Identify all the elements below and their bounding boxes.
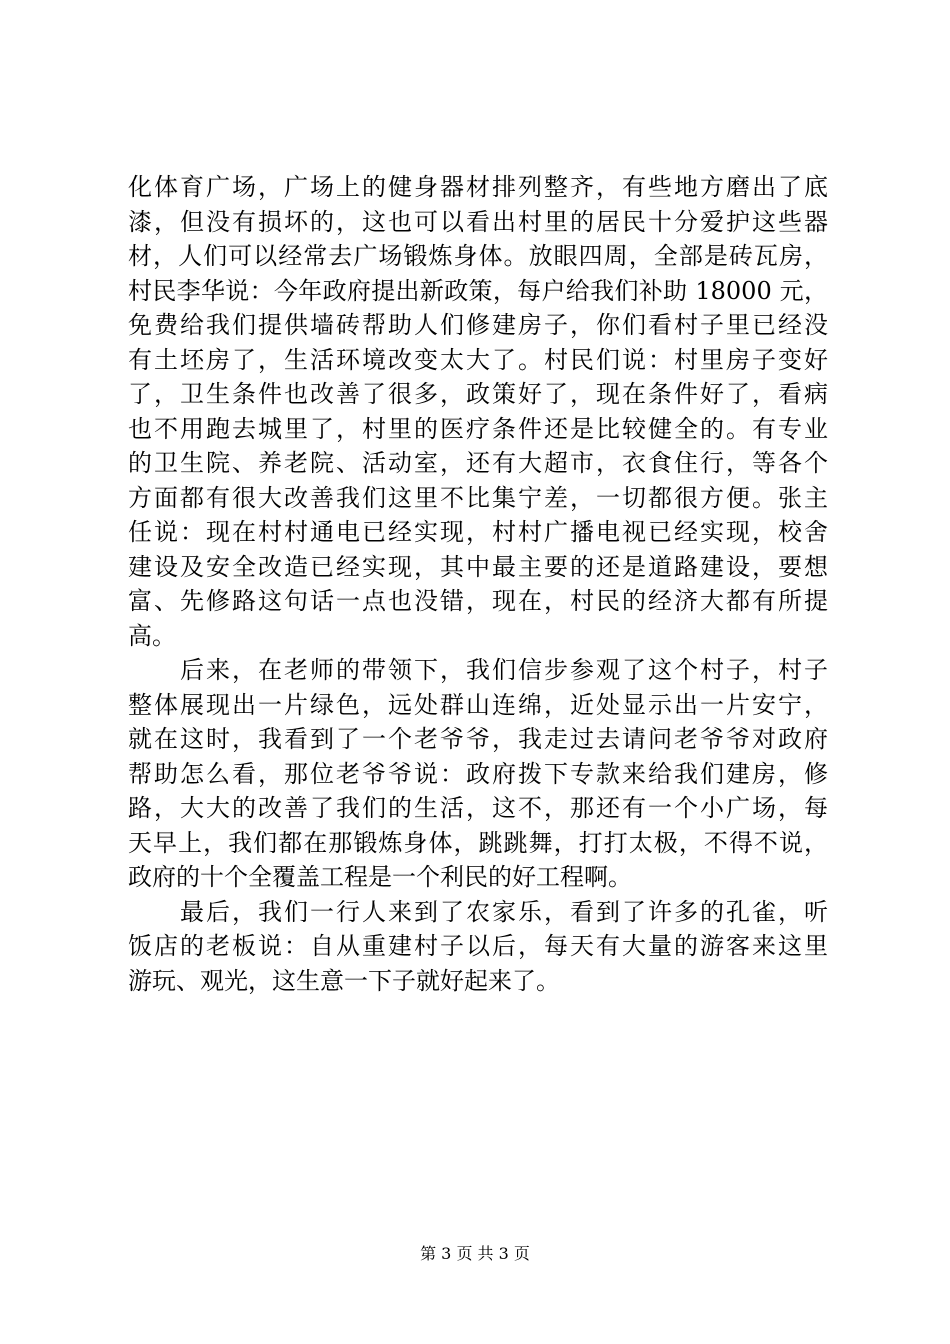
paragraph-2	[128, 653, 828, 895]
text-line: 后来，在老师的带领下，我们信步参观了这个村子，村子	[128, 656, 828, 684]
text-line: 漆，但没有损坏的，这也可以看出村里的居民十分爱护这些器	[128, 207, 828, 236]
text-line: 高。	[128, 621, 176, 650]
text-line: 整体展现出一片绿色，远处群山连绵，近处显示出一片安宁，	[128, 690, 828, 719]
body-text	[128, 170, 828, 998]
paragraph-1	[128, 170, 828, 653]
paragraph-3	[128, 895, 828, 999]
text-line: 游玩、观光，这生意一下子就好起来了。	[128, 966, 560, 995]
text-line: 任说：现在村村通电已经实现，村村广播电视已经实现，校舍	[128, 518, 828, 546]
text-line: 方面都有很大改善我们这里不比集宁差，一切都很方便。张主	[128, 483, 828, 512]
text-line: 政府的十个全覆盖工程是一个利民的好工程啊。	[128, 863, 632, 891]
text-line: 就在这时，我看到了一个老爷爷，我走过去请问老爷爷对政府	[128, 725, 828, 753]
text-line: 也不用跑去城里了，村里的医疗条件还是比较健全的。有专业	[128, 414, 828, 443]
text-line: 建设及安全改造已经实现，其中最主要的还是道路建设，要想	[128, 552, 828, 581]
text-line: 饭店的老板说：自从重建村子以后，每天有大量的游客来这里	[128, 932, 828, 960]
text-line: 材，人们可以经常去广场锻炼身体。放眼四周，全部是砖瓦房，	[128, 242, 828, 270]
page-number: 第 3 页 共 3 页	[420, 1244, 530, 1263]
text-line: 帮助怎么看，那位老爷爷说：政府拨下专款来给我们建房，修	[128, 759, 828, 788]
text-line: 的卫生院、养老院、活动室，还有大超市，衣食住行，等各个	[128, 449, 828, 477]
text-line: 了，卫生条件也改善了很多，政策好了，现在条件好了，看病	[128, 380, 828, 408]
text-line: 路，大大的改善了我们的生活，这不，那还有一个小广场，每	[128, 794, 828, 822]
text-line: 天早上，我们都在那锻炼身体，跳跳舞，打打太极，不得不说，	[128, 828, 828, 857]
text-line: 富、先修路这句话一点也没错，现在，村民的经济大都有所提	[128, 587, 828, 615]
page-footer	[0, 1244, 950, 1264]
text-line: 村民李华说：今年政府提出新政策，每户给我们补助 18000 元，	[128, 276, 828, 305]
text-line: 化体育广场，广场上的健身器材排列整齐，有些地方磨出了底	[128, 173, 828, 201]
text-line: 免费给我们提供墙砖帮助人们修建房子，你们看村子里已经没	[128, 311, 828, 339]
text-line: 最后，我们一行人来到了农家乐，看到了许多的孔雀，听	[128, 897, 828, 926]
text-line: 有土坯房了，生活环境改变太大了。村民们说：村里房子变好	[128, 345, 828, 374]
